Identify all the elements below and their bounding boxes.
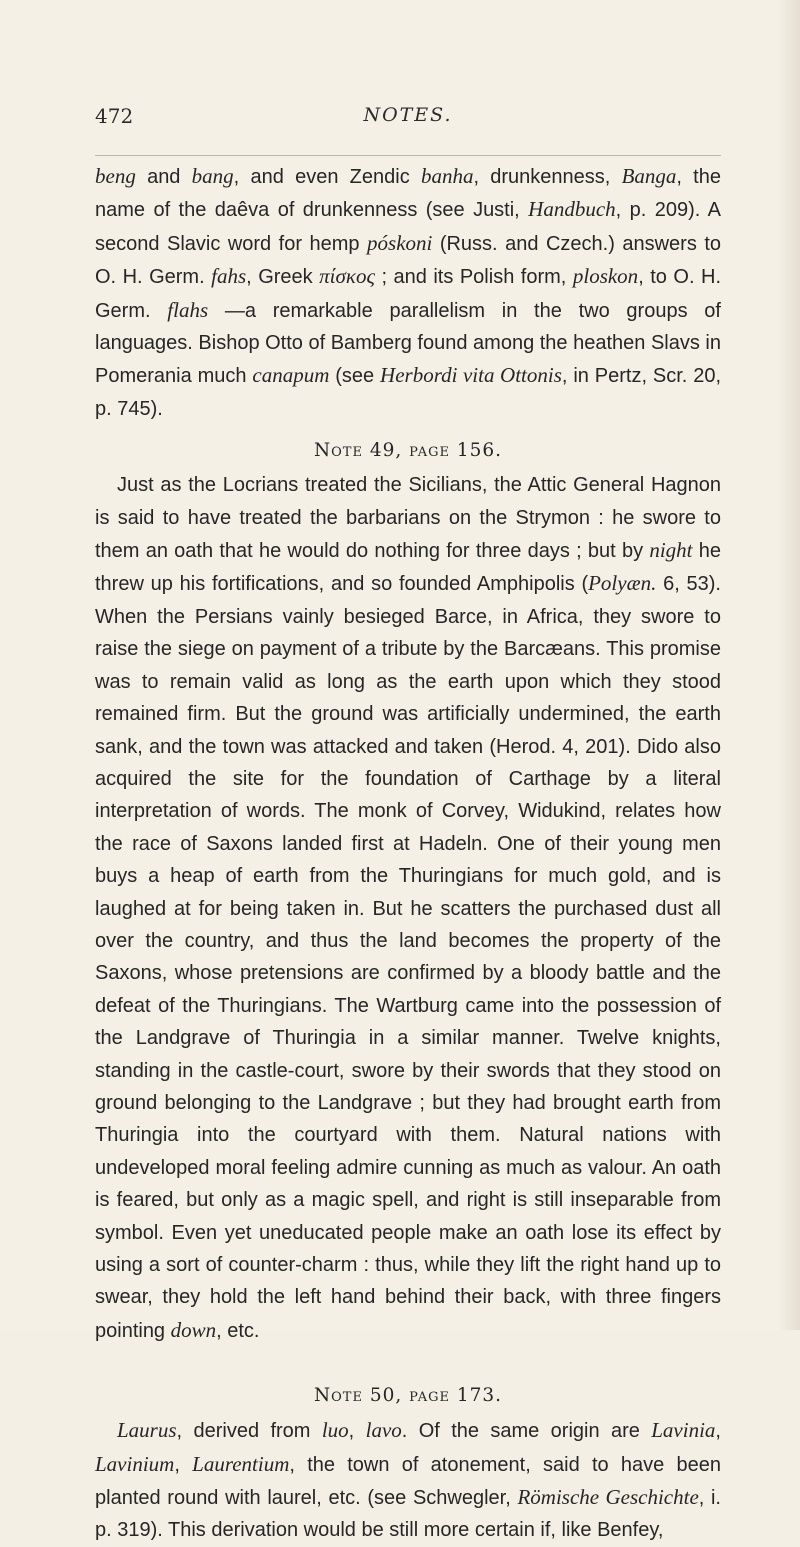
italic-word: Laurus — [117, 1418, 177, 1443]
running-head: NOTES. — [363, 104, 453, 126]
italic-word: Laurentium — [192, 1451, 290, 1476]
italic-word: night — [649, 538, 693, 563]
text-run: and — [135, 166, 192, 188]
italic-word: banha — [420, 164, 474, 188]
italic-word: fahs — [211, 264, 247, 289]
italic-word: ploskon — [572, 264, 639, 289]
italic-word: canapum — [252, 363, 330, 388]
text-run: , — [348, 1420, 366, 1443]
header-rule — [95, 155, 721, 156]
note-49-heading: Note 49, page 156. — [313, 440, 503, 462]
text-run: , to O. H. Germ. — [95, 266, 721, 322]
text-run: , the town of atonement, said to have been planted round with laurel, etc. (see Schwegler, — [95, 1453, 721, 1510]
italic-title: Herbordi vita Ottonis — [380, 363, 562, 388]
text-run: (Russ. and Czech.) answers to O. H. Germ. — [95, 232, 722, 289]
italic-title: Römische Geschichte — [517, 1485, 699, 1510]
note-50-heading: Note 50, page 173. — [313, 1385, 503, 1407]
italic-word: lavo — [365, 1418, 402, 1443]
text-run: Just as the Locrians treated the Sicilians, the Attic General Hagnon is said to have treated the barbarians on the Strymon : he swore to them an oath that he would do nothing for three days ; but by — [95, 474, 721, 563]
italic-word: luo — [321, 1418, 349, 1443]
text-run: . Of the same origin are — [401, 1420, 652, 1443]
paragraph-continued — [95, 160, 721, 425]
italic-word: flahs — [167, 297, 209, 322]
text-run: ; and its Polish form, — [374, 266, 573, 289]
greek-word: πίσκος — [319, 264, 375, 289]
italic-word: Handbuch — [528, 197, 616, 222]
italic-word: Polyæn. — [588, 571, 657, 596]
note-49-paragraph — [95, 469, 721, 1347]
italic-word: Lavinium — [95, 1451, 175, 1476]
text-run: —a remarkable parallelism in the two groups of languages. Bishop Otto of Bamberg found among the heathen Slavs in Pomerania much — [95, 299, 721, 388]
italic-word: Lavinia — [651, 1418, 716, 1443]
text-run: , — [715, 1420, 721, 1443]
text-run: , p. 209). A second Slavic word for hemp — [95, 199, 721, 255]
text-run: , drunkenness, — [473, 166, 622, 188]
italic-word: bang — [191, 164, 234, 188]
text-run: , i. p. 319). This derivation would be still more certain if, like Benfey, — [95, 1487, 721, 1542]
text-run: (see — [329, 365, 381, 388]
note-50-paragraph — [95, 1414, 721, 1547]
text-run: , Greek — [246, 266, 320, 289]
page-edge-shadow — [778, 0, 800, 1330]
italic-word: póskoni — [367, 230, 433, 255]
body-text — [95, 160, 721, 1547]
italic-word: beng — [95, 164, 136, 188]
text-run: , etc. — [216, 1319, 260, 1342]
italic-word: down — [170, 1317, 217, 1342]
text-run: , the name of the daêva of drunkenness (see Justi, — [95, 166, 721, 222]
text-run: , — [174, 1453, 193, 1476]
page-header — [95, 104, 721, 134]
text-run: , derived from — [176, 1420, 322, 1443]
page-number: 472 — [95, 104, 134, 128]
text-run: , and even Zendic — [233, 166, 421, 188]
italic-word: Banga — [621, 164, 677, 188]
text-run: he threw up his fortifications, and so founded Amphipolis ( — [95, 540, 721, 596]
text-run: 6, 53). When the Persians vainly besieged Barce, in Africa, they swore to raise the siege on payment of a tribute by the Barcæans. This promise was to remain valid as long as the earth upon which they stood remained firm. But the ground was artificially undermined, the earth sank, and the town was attacked and taken (Herod. 4, 201). Dido also acquired the site for the foundation of Carthage by a literal interpretation of words. The monk of Corvey, Widukind, relates how the race of Saxons landed first at Hadeln. One of their young men buys a heap of earth from the Thuringians for much gold, and is laughed at for being taken in. But he scatters the purchased dust all over the country, and thus the land becomes the property of the Saxons, whose pretensions are confirmed by a bloody battle and the defeat of the Thuringians. The Wartburg came into the possession of the Landgrave of Thuringia in a similar manner. Twelve knights, standing in the castle-court, swore by their swords that they stood on ground belonging to the Landgrave ; but they had brought earth from Thuringia into the courtyard with them. Natural nations with undeveloped moral feeling admire cunning as much as valour. An oath is feared, but only as a magic spell, and right is still inseparable from symbol. Even yet uneducated people make an oath lose its effect by using a sort of counter-charm : thus, while they lift the right hand up to swear, they hold the left hand behind their back, with three fingers pointing — [95, 573, 721, 1342]
text-run: , in Pertz, Scr. 20, p. 745). — [95, 365, 721, 420]
